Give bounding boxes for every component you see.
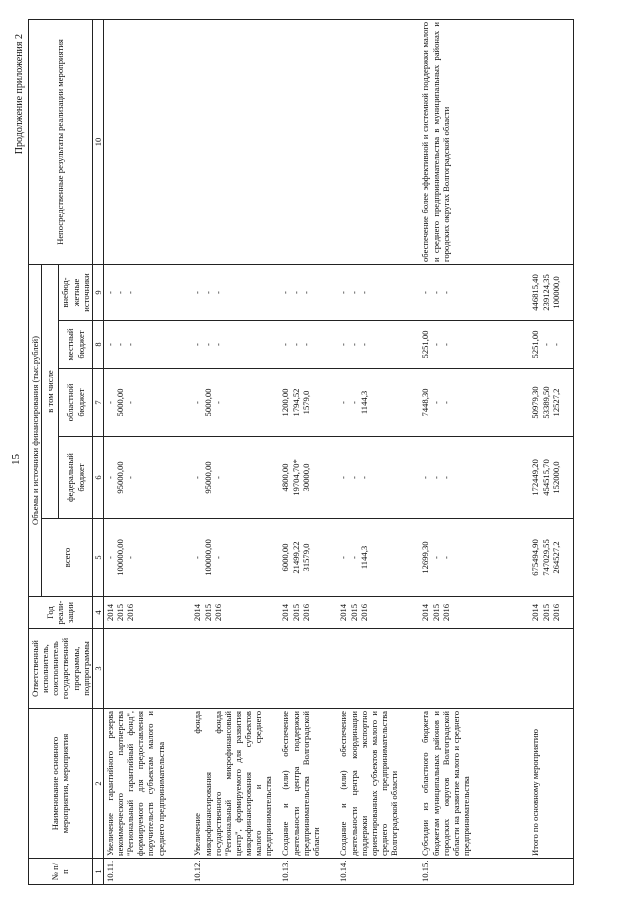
row-num: 10.13.: [279, 859, 337, 885]
col-index: 6: [92, 437, 103, 519]
row-total: - 100000,00 -: [103, 519, 191, 597]
row-local: 5251,00 - -: [529, 321, 573, 369]
row-years: 2014 2015 2016: [103, 597, 191, 629]
col-index: 2: [92, 709, 103, 859]
header-funding: Объемы и источники финансирования (тыс.рублей): [29, 264, 42, 596]
row-extra: 446815,40 239124,35 100000,0: [529, 264, 573, 320]
row-total: - - 1144,3: [337, 519, 419, 597]
header-year: Год реали- зации: [29, 597, 93, 629]
row-executor: [337, 629, 419, 709]
funding-table: [28, 19, 574, 885]
row-extra: - - -: [103, 264, 191, 320]
row-result: обеспечение более эффективной и системной поддержки малого и среднего предпринимательства в муниципальных районах и городских округах Волгоградской области: [419, 19, 529, 264]
header-total: всего: [42, 519, 93, 597]
row-regional: 50979,30 53389,50 12527,2: [529, 369, 573, 437]
row-regional: 1200,00 1794,52 1579,0: [279, 369, 337, 437]
col-index: 4: [92, 597, 103, 629]
row-federal: 172449,20 454515,70 152000,0: [529, 437, 573, 519]
col-index: 7: [92, 369, 103, 437]
col-index: 8: [92, 321, 103, 369]
row-local: - - -: [191, 321, 279, 369]
row-extra: - - -: [419, 264, 529, 320]
row-num: 10.12.: [191, 859, 279, 885]
row-regional: - 5000,00 -: [191, 369, 279, 437]
header-name: Наименование основного мероприятия, мероприятия: [29, 709, 93, 859]
row-regional: 7448,30 - -: [419, 369, 529, 437]
row-num: 10.11.: [103, 859, 191, 885]
row-result: [337, 19, 419, 264]
row-executor: [419, 629, 529, 709]
header-federal: федеральный бюджет: [59, 437, 92, 519]
row-years: 2014 2015 2016: [419, 597, 529, 629]
col-index: 9: [92, 264, 103, 320]
row-num: 10.15.: [419, 859, 529, 885]
row-years: 2014 2015 2016: [279, 597, 337, 629]
row-total: 6000,00 21499,22 31579,0: [279, 519, 337, 597]
row-name: Увеличение фонда микрофинансирования государственного фонда "Региональный микрофинансовый центр", формируемого для развития микрофинансирования субъектов малого и среднего предпринимательства: [191, 709, 279, 859]
row-num: 10.14.: [337, 859, 419, 885]
table-row: [419, 19, 529, 884]
row-result: [529, 19, 573, 264]
row-federal: - - -: [337, 437, 419, 519]
continuation-note: Продолжение приложения 2: [14, 34, 25, 155]
row-years: 2014 2015 2016: [191, 597, 279, 629]
header-executor: Ответственный исполнитель, соисполнитель государственной программы, подпрограммы: [29, 629, 93, 709]
header-local: местный бюджет: [59, 321, 92, 369]
row-executor: [103, 629, 191, 709]
row-total: 12699,30 - -: [419, 519, 529, 597]
row-total: 675494,90 747029,55 264527,2: [529, 519, 573, 597]
row-federal: - - -: [419, 437, 529, 519]
row-name: Создание и (или) обеспечение деятельности центра координации поддержки экспортно ориентированных субъектов малого и среднего предпринимательства Волгоградской области: [337, 709, 419, 859]
row-name: Создание и (или) обеспечение деятельности центра поддержки предпринимательства Волгоградской области: [279, 709, 337, 859]
table-row: [337, 19, 419, 884]
row-regional: - 5000,00 -: [103, 369, 191, 437]
header-including: в том числе: [42, 264, 59, 518]
row-extra: - - -: [279, 264, 337, 320]
row-executor: [529, 629, 573, 709]
header-results: Непосредственные результаты реализации мероприятия: [29, 19, 93, 264]
table-row-total: [529, 19, 573, 884]
header-num: № п/п: [29, 859, 93, 885]
page-number: 15: [10, 454, 22, 465]
row-extra: - - -: [191, 264, 279, 320]
header-regional: областной бюджет: [59, 369, 92, 437]
row-extra: - - -: [337, 264, 419, 320]
row-result: [279, 19, 337, 264]
row-executor: [191, 629, 279, 709]
row-num: [529, 859, 573, 885]
table-row: [279, 19, 337, 884]
row-total: - 100000,00 -: [191, 519, 279, 597]
col-index: 1: [92, 859, 103, 885]
row-local: - - -: [103, 321, 191, 369]
table-row: [103, 19, 191, 884]
row-name: Субсидии из областного бюджета бюджетам муниципальных районов и городских округов Волгоградской области на развитие малого и среднего предпринимательства: [419, 709, 529, 859]
row-executor: [279, 629, 337, 709]
row-local: - - -: [337, 321, 419, 369]
col-index: 5: [92, 519, 103, 597]
row-result: [103, 19, 191, 264]
row-local: - - -: [279, 321, 337, 369]
row-local: 5251,00 - -: [419, 321, 529, 369]
row-years: 2014 2015 2016: [337, 597, 419, 629]
row-name: Увеличение гарантийного резерва некоммерческого партнерства "Региональный гарантийный фонд", формируемого для предоставления поручительств субъектам малого и среднего предпринимательства: [103, 709, 191, 859]
row-regional: - - 1144,3: [337, 369, 419, 437]
row-federal: - 95000,00 -: [103, 437, 191, 519]
row-result: [191, 19, 279, 264]
table-row: [191, 19, 279, 884]
row-name: Итого по основному мероприятию: [529, 709, 573, 859]
row-federal: - 95000,00 -: [191, 437, 279, 519]
row-years: 2014 2015 2016: [529, 597, 573, 629]
row-federal: 4800,00 19704,70* 30000,0: [279, 437, 337, 519]
col-index: 3: [92, 629, 103, 709]
header-extra: внебюд- жетные источники: [59, 264, 92, 320]
col-index: 10: [92, 19, 103, 264]
